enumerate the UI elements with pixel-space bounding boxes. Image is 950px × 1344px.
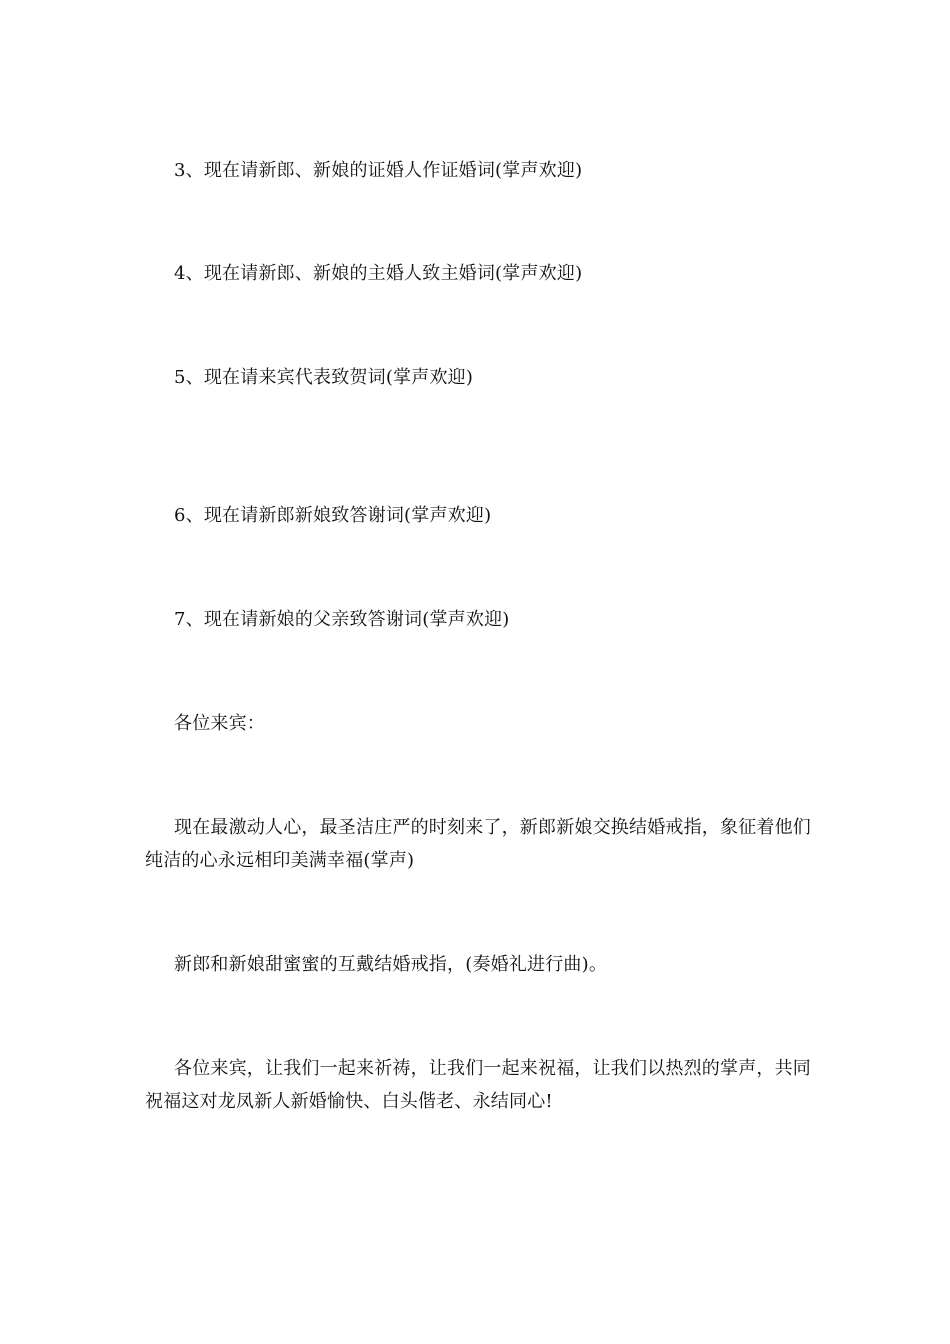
blessing-paragraph: 各位来宾，让我们一起来祈祷，让我们一起来祝福，让我们以热烈的掌声，共同祝福这对龙凤新人新婚愉快、白头偕老、永结同心!: [145, 1058, 811, 1112]
paragraph-item-6: 6、现在请新郎新娘致答谢词(掌声欢迎): [174, 505, 492, 526]
ring-exchange-paragraph: 现在最激动人心，最圣洁庄严的时刻来了，新郎新娘交换结婚戒指，象征着他们纯洁的心永远相印美满幸福(掌声): [145, 817, 811, 871]
greeting-line: 各位来宾：: [174, 713, 265, 734]
ring-wearing-paragraph: 新郎和新娘甜蜜蜜的互戴结婚戒指，(奏婚礼进行曲)。: [174, 954, 608, 975]
paragraph-item-4: 4、现在请新郎、新娘的主婚人致主婚词(掌声欢迎): [174, 263, 583, 284]
paragraph-item-7: 7、现在请新娘的父亲致答谢词(掌声欢迎): [174, 609, 510, 630]
paragraph-item-3: 3、现在请新郎、新娘的证婚人作证婚词(掌声欢迎): [174, 160, 583, 181]
paragraph-item-5: 5、现在请来宾代表致贺词(掌声欢迎): [174, 367, 474, 388]
